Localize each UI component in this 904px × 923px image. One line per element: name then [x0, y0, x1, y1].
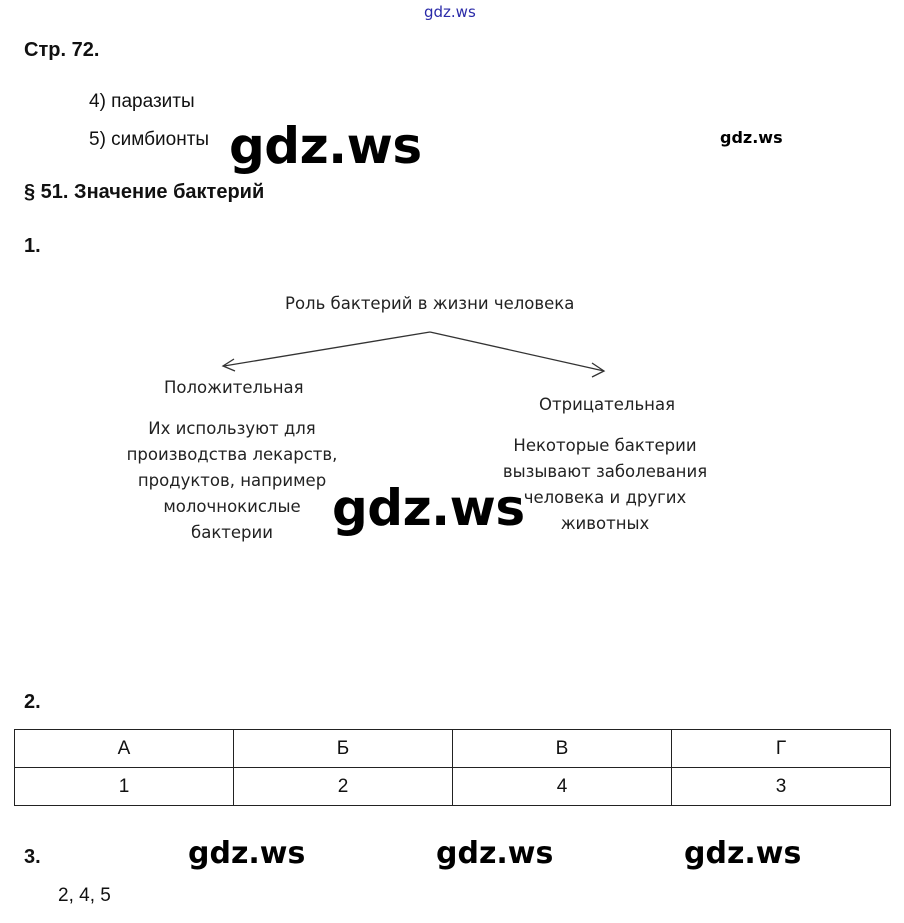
answer-table [14, 729, 891, 806]
table-cell: 2 [234, 768, 453, 806]
list-item-symbionts: 5) симбионты [89, 129, 210, 150]
task-3-answer: 2, 4, 5 [58, 885, 111, 906]
table-cell: 4 [453, 768, 672, 806]
table-cell: 3 [672, 768, 891, 806]
table-header-cell: Г [672, 730, 891, 768]
watermark-large-2: gdz.ws [332, 479, 525, 537]
arrow-left-line [224, 332, 430, 366]
table-cell: 1 [15, 768, 234, 806]
watermark-bottom-2: gdz.ws [436, 836, 554, 871]
table-header-cell: В [453, 730, 672, 768]
task-1-number: 1. [24, 235, 41, 257]
section-title: § 51. Значение бактерий [24, 181, 265, 203]
table-row [15, 768, 891, 806]
watermark-bottom-3: gdz.ws [684, 836, 802, 871]
watermark-small-right: gdz.ws [720, 128, 783, 147]
task-2-number: 2. [24, 691, 41, 713]
watermark-top: gdz.ws [424, 3, 476, 21]
diagram-left-text: Их используют для производства лекарств, продуктов, например молочнокислые бактерии [126, 419, 338, 542]
watermark-large-1: gdz.ws [229, 117, 422, 175]
arrow-right-line [430, 332, 604, 371]
watermark-bottom-1: gdz.ws [188, 836, 306, 871]
diagram-left-label: Положительная [164, 378, 304, 397]
list-item-parasites: 4) паразиты [89, 91, 195, 112]
task-3-number: 3. [24, 846, 41, 868]
diagram-right-text: Некоторые бактерии вызывают заболевания человека и других животных [502, 436, 708, 533]
table-header-row [15, 730, 891, 768]
diagram-right-label: Отрицательная [539, 395, 675, 414]
table-header-cell: Б [234, 730, 453, 768]
table-header-cell: А [15, 730, 234, 768]
diagram-root: Роль бактерий в жизни человека [285, 294, 575, 313]
page-label: Стр. 72. [24, 39, 100, 61]
